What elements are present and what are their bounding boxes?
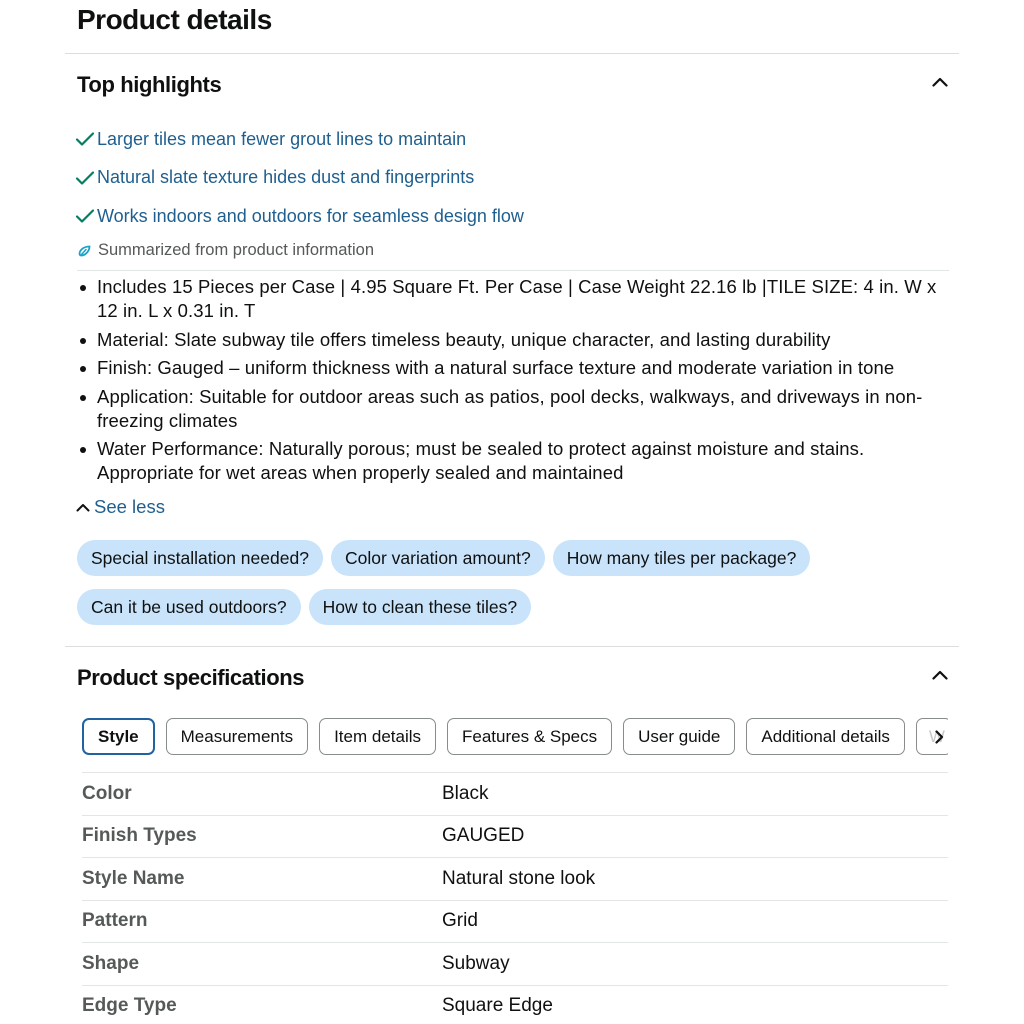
collapse-specifications-button[interactable] [929, 664, 951, 686]
chevron-up-icon [932, 670, 948, 680]
question-chip[interactable]: Can it be used outdoors? [77, 589, 301, 625]
suggested-questions [77, 540, 957, 638]
check-icon [75, 208, 95, 224]
question-chip[interactable]: Special installation needed? [77, 540, 323, 576]
table-row [82, 815, 948, 858]
highlights-divider [77, 270, 949, 271]
spec-value: GAUGED [442, 825, 525, 847]
table-row [82, 900, 948, 943]
table-row [82, 942, 948, 985]
question-chip[interactable]: Color variation amount? [331, 540, 545, 576]
tab-additional-details[interactable]: Additional details [746, 718, 905, 755]
list-item: Application: Suitable for outdoor areas such as patios, pool decks, walkways, and driveways in non-freezing climates [78, 385, 948, 433]
check-icon [75, 131, 95, 147]
list-item: Finish: Gauged – uniform thickness with a natural surface texture and moderate variation in tone [78, 356, 948, 380]
tab-item-details[interactable]: Item details [319, 718, 436, 755]
see-less-link[interactable] [76, 496, 165, 518]
spec-key: Shape [82, 952, 140, 974]
product-specifications-heading: Product specifications [77, 665, 305, 690]
spec-value: Subway [442, 952, 510, 974]
table-row [82, 985, 948, 1024]
highlight-item [75, 120, 524, 159]
tab-features-specs[interactable]: Features & Specs [447, 718, 612, 755]
highlight-text: Larger tiles mean fewer grout lines to maintain [97, 128, 467, 149]
table-row [82, 857, 948, 900]
tab-measurements[interactable]: Measurements [166, 718, 308, 755]
tab-user-guide[interactable]: User guide [623, 718, 735, 755]
highlight-text: Works indoors and outdoors for seamless design flow [97, 205, 524, 226]
spec-key: Edge Type [82, 995, 177, 1017]
tabs-scroll-right-button[interactable] [928, 726, 950, 748]
spec-key: Color [82, 782, 132, 804]
spec-value: Grid [442, 910, 478, 932]
see-less-label: See less [94, 496, 165, 517]
table-row [82, 772, 948, 815]
spec-tabs [82, 718, 948, 755]
summary-text: Summarized from product information [98, 241, 375, 259]
question-row [77, 589, 957, 625]
chevron-up-icon [932, 77, 948, 87]
collapse-top-highlights-button[interactable] [929, 71, 951, 93]
list-item: Material: Slate subway tile offers timeless beauty, unique character, and lasting durability [78, 328, 948, 352]
highlight-text: Natural slate texture hides dust and fingerprints [97, 167, 475, 188]
highlights-list [75, 120, 524, 268]
page-title: Product details [77, 4, 272, 35]
spec-key: Pattern [82, 910, 148, 932]
question-row [77, 540, 957, 576]
spec-key: Style Name [82, 867, 185, 889]
list-item: Water Performance: Naturally porous; must be sealed to protect against moisture and stains. Appropriate for wet areas when properly sealed and maintained [78, 437, 948, 485]
spec-value: Natural stone look [442, 867, 596, 889]
section-divider [65, 646, 959, 647]
top-highlights-heading: Top highlights [77, 72, 222, 97]
question-chip[interactable]: How to clean these tiles? [309, 589, 532, 625]
spec-value: Black [442, 782, 489, 804]
section-divider [65, 53, 959, 54]
check-icon [75, 170, 95, 186]
highlight-item [75, 159, 524, 198]
list-item: Includes 15 Pieces per Case | 4.95 Square Ft. Per Case | Case Weight 22.16 lb |TILE SIZE: 4 in. W x 12 in. L x 0.31 in. T [78, 275, 948, 323]
chevron-up-icon [76, 503, 90, 512]
ai-sparkle-icon [75, 243, 95, 259]
tab-overflow[interactable]: W [916, 718, 948, 755]
spec-table [82, 772, 948, 1024]
chevron-right-icon [935, 730, 944, 744]
ai-summary-note [75, 234, 524, 268]
spec-value: Square Edge [442, 995, 553, 1017]
highlight-item [75, 197, 524, 236]
feature-bullets [78, 275, 948, 490]
tab-style[interactable]: Style [82, 718, 155, 755]
spec-key: Finish Types [82, 825, 197, 847]
question-chip[interactable]: How many tiles per package? [553, 540, 811, 576]
